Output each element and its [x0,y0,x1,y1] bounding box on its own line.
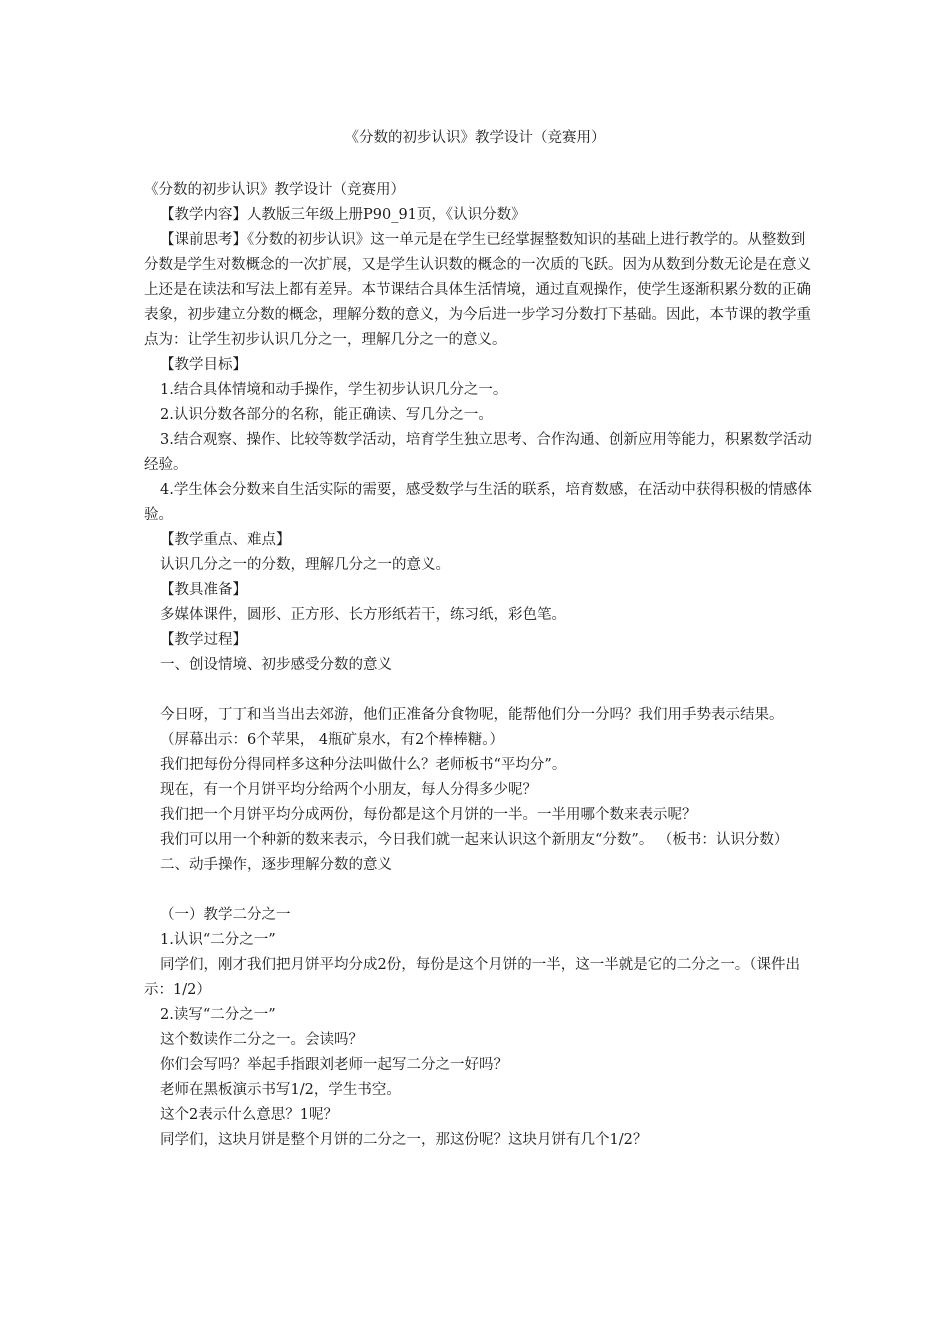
paragraph: 我们把每份分得同样多这种分法叫做什么？老师板书“平均分”。 [160,757,567,773]
paragraph: 我们把一个月饼平均分成两份，每份都是这个月饼的一半。一半用哪个数来表示呢？ [160,807,697,823]
list-item: 2.读写“二分之一” [160,1007,276,1023]
doc-subtitle: 《分数的初步认识》教学设计（竞赛用） [144,182,405,198]
goal-item-2: 2.认识分数各部分的名称，能正确读、写几分之一。 [160,407,493,423]
pre-class-reflection: 【课前思考】《分数的初步认识》这一单元是在学生已经掌握整数知识的基础上进行教学的。从整数到分数是学生对数概念的一次扩展，又是学生认识数的概念的一次质的飞跃。因为从数到分数无论是在意义上还是在读法和写法上都有差异。本节课结合具体生活情境，通过直观操作，使学生逐渐积累分数的正确表象，初步建立分数的概念，理解分数的意义，为今后进一步学习分数打下基础。因此，本节课的教学重点为：让学生初步认识几分之一，理解几分之一的意义。 [144,232,811,348]
paragraph: 你们会写吗？举起手指跟刘老师一起写二分之一好吗？ [160,1057,508,1073]
paragraph: 我们可以用一个种新的数来表示，今日我们就一起来认识这个新朋友“分数”。 （板书：认识分数） [160,832,789,848]
paragraph: 同学们，刚才我们把月饼平均分成2份，每份是这个月饼的一半，这一半就是它的二分之一。（课件出示：1/2） [144,957,800,998]
paragraph: 老师在黑板演示书写1/2，学生书空。 [160,1082,401,1098]
process-heading: 【教学过程】 [160,632,247,648]
tools-heading: 【教具准备】 [160,582,247,598]
paragraph: 这个数读作二分之一。会读吗？ [160,1032,363,1048]
document-body [144,178,812,1153]
paragraph: 现在，有一个月饼平均分给两个小朋友，每人分得多少呢？ [160,782,537,798]
subsection-heading: （一）教学二分之一 [160,907,291,923]
blank-line [144,878,812,903]
section-heading-2: 二、动手操作，逐步理解分数的意义 [160,857,392,873]
paragraph: （屏幕出示：6个苹果， 4瓶矿泉水，有2个棒棒糖。） [160,732,505,748]
goal-item-3: 3.结合观察、操作、比较等数学活动，培育学生独立思考、合作沟通、创新应用等能力，积累数学活动经验。 [144,432,812,473]
key-points-text: 认识几分之一的分数，理解几分之一的意义。 [160,557,450,573]
paragraph: 今日呀，丁丁和当当出去郊游，他们正准备分食物呢，能帮他们分一分吗？我们用手势表示结果。 [160,707,784,723]
blank-line [144,678,812,703]
document-title: 《分数的初步认识》教学设计（竞赛用） [344,130,606,146]
key-points-heading: 【教学重点、难点】 [160,532,291,548]
goal-item-4: 4.学生体会分数来自生活实际的需要，感受数学与生活的联系，培育数感，在活动中获得积极的情感体验。 [144,482,812,523]
goals-heading: 【教学目标】 [160,357,247,373]
goal-item-1: 1.结合具体情境和动手操作，学生初步认识几分之一。 [160,382,508,398]
paragraph: 这个2表示什么意思？1呢？ [160,1107,338,1123]
section-heading-1: 一、创设情境、初步感受分数的意义 [160,657,392,673]
paragraph: 同学们，这块月饼是整个月饼的二分之一，那这份呢？这块月饼有几个1/2？ [160,1132,648,1148]
list-item: 1.认识“二分之一” [160,932,276,948]
teaching-content: 【教学内容】人教版三年级上册P90_91页，《认识分数》 [160,207,526,223]
tools-text: 多媒体课件，圆形、正方形、长方形纸若干，练习纸，彩色笔。 [160,607,566,623]
